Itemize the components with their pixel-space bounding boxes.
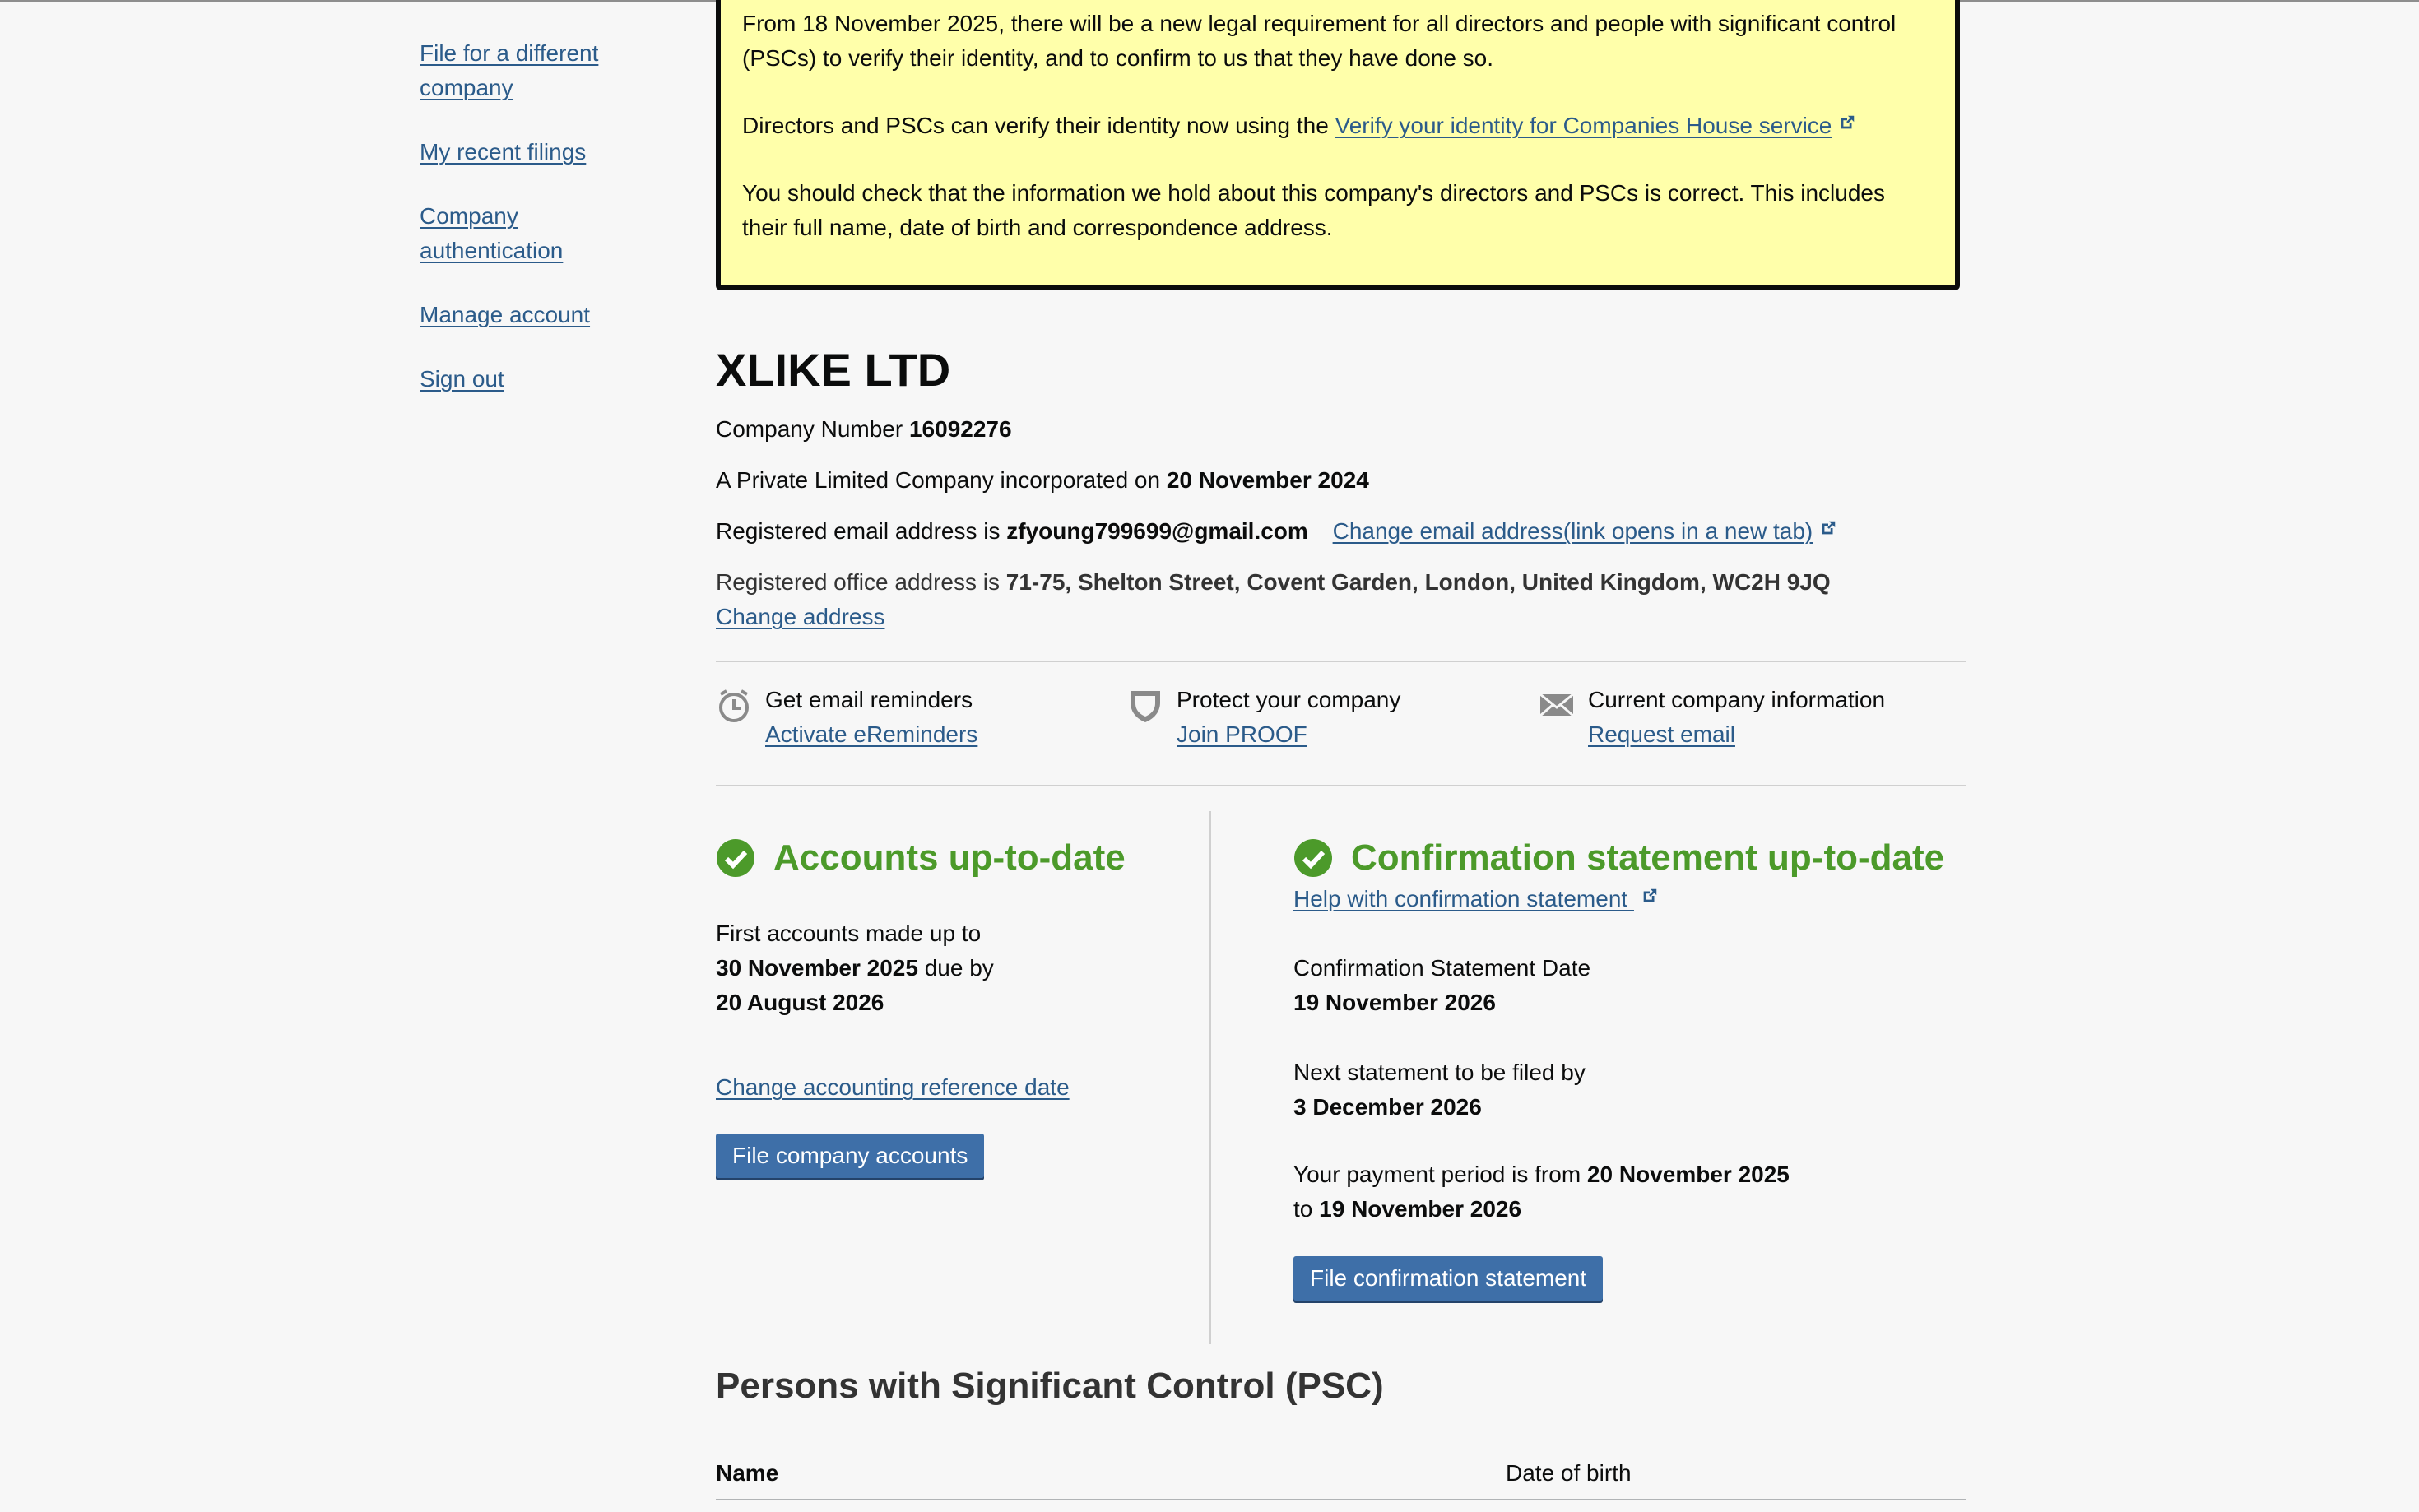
confirmation-status-text: Confirmation statement up-to-date <box>1351 837 1945 878</box>
next-statement-label: Next statement to be filed by <box>1293 1060 1586 1085</box>
psc-column-dob: Date of birth <box>1506 1460 1632 1486</box>
proof-title: Protect your company <box>1177 687 1401 712</box>
change-ard-row <box>716 1070 1070 1105</box>
company-info-title: Current company information <box>1588 687 1886 712</box>
sidebar-item-file-different-company[interactable]: File for a different company <box>420 40 599 100</box>
notice-p2-text: Directors and PSCs can verify their identity now using the <box>742 113 1335 138</box>
accounts-due-date: 20 August 2026 <box>716 990 884 1015</box>
sidebar-item-manage-account[interactable]: Manage account <box>420 302 591 327</box>
confirmation-date: 19 November 2026 <box>1293 990 1496 1015</box>
accounts-status-text: Accounts up-to-date <box>773 837 1126 878</box>
notice-paragraph-2 <box>742 109 1934 143</box>
sidebar-nav <box>420 36 634 426</box>
change-address-link[interactable]: Change address <box>716 604 885 629</box>
payment-to-prefix: to <box>1293 1196 1320 1222</box>
notice-paragraph-3: You should check that the information we hold about this company's directors and PSCs is correct. This includes their full name, date of birth and correspondence address. <box>742 180 1885 240</box>
confirmation-help-row <box>1293 882 1659 916</box>
registered-address: 71-75, Shelton Street, Covent Garden, London, United Kingdom, WC2H 9JQ <box>1005 569 1831 595</box>
change-address-row <box>716 600 884 634</box>
accounts-line-3 <box>716 986 994 1020</box>
notice-paragraph-1: From 18 November 2025, there will be a new legal requirement for all directors and people with significant control (PSCs) to verify their identity, and to confirm to us that they have done so. <box>742 11 1897 71</box>
join-proof-link[interactable]: Join PROOF <box>1177 721 1307 747</box>
registered-address-row <box>716 565 1831 600</box>
payment-period-line-2 <box>1293 1192 1790 1227</box>
verify-identity-link[interactable]: Verify your identity for Companies House service <box>1335 113 1832 138</box>
company-number: 16092276 <box>908 416 1012 442</box>
registered-email: zfyoung799699@gmail.com <box>1006 518 1308 544</box>
company-number-label: Company Number <box>716 416 909 442</box>
payment-from-date: 20 November 2025 <box>1586 1162 1790 1187</box>
incorporation-date: 20 November 2024 <box>1166 467 1369 493</box>
envelope-icon <box>1539 688 1575 724</box>
email-label: Registered email address is <box>716 518 1007 544</box>
psc-heading: Persons with Significant Control (PSC) <box>716 1366 1384 1406</box>
accounts-line-2 <box>716 951 994 986</box>
shield-icon <box>1127 688 1163 724</box>
psc-table-header-line <box>716 1499 1966 1500</box>
accounts-details <box>716 916 994 1020</box>
confirmation-date-block <box>1293 951 1590 1020</box>
external-link-icon <box>1819 519 1837 537</box>
address-label: Registered office address is <box>716 569 1006 595</box>
request-email-link[interactable]: Request email <box>1588 721 1735 747</box>
company-type-row <box>716 463 1369 498</box>
confirmation-date-label: Confirmation Statement Date <box>1293 955 1591 981</box>
accounts-made-up-to: 30 November 2025 <box>716 955 918 981</box>
external-link-icon <box>1641 887 1659 905</box>
change-accounting-reference-date-link[interactable]: Change accounting reference date <box>716 1074 1070 1100</box>
check-circle-icon <box>1293 838 1333 878</box>
proof-tool <box>1127 683 1400 752</box>
ereminders-tool <box>716 683 977 752</box>
confirmation-status-heading <box>1293 837 1944 879</box>
company-name: XLIKE LTD <box>716 344 951 396</box>
divider <box>716 661 1966 662</box>
next-statement-block <box>1293 1055 1586 1125</box>
column-divider <box>1210 811 1211 1344</box>
payment-to-date: 19 November 2026 <box>1319 1196 1522 1222</box>
external-link-icon <box>1838 114 1856 132</box>
next-statement-date: 3 December 2026 <box>1293 1094 1482 1120</box>
company-info-tool <box>1539 683 1885 752</box>
psc-column-name: Name <box>716 1460 779 1486</box>
help-confirmation-statement-link[interactable]: Help with confirmation statement <box>1293 886 1634 911</box>
ereminders-title: Get email reminders <box>765 687 973 712</box>
file-company-accounts-button[interactable]: File company accounts <box>716 1134 984 1178</box>
activate-ereminders-link[interactable]: Activate eReminders <box>765 721 978 747</box>
identity-verification-notice <box>716 0 1960 290</box>
payment-period-line-1 <box>1293 1157 1790 1192</box>
sidebar-item-recent-filings[interactable]: My recent filings <box>420 139 587 165</box>
registered-email-row <box>716 514 1837 549</box>
payment-prefix: Your payment period is from <box>1293 1162 1587 1187</box>
company-number-row <box>716 412 1012 447</box>
sidebar-item-company-authentication[interactable]: Company authentication <box>420 203 564 263</box>
company-type-text: A Private Limited Company incorporated on <box>716 467 1167 493</box>
sidebar-item-sign-out[interactable]: Sign out <box>420 366 504 392</box>
accounts-line-1: First accounts made up to <box>716 921 982 946</box>
accounts-status-heading <box>716 837 1126 879</box>
payment-period-block <box>1293 1157 1790 1227</box>
due-by-text: due by <box>917 955 994 981</box>
check-circle-icon <box>716 838 755 878</box>
divider <box>716 785 1966 786</box>
clock-icon <box>716 688 752 724</box>
change-email-link[interactable]: Change email address(link opens in a new tab) <box>1332 518 1813 544</box>
file-confirmation-statement-button[interactable]: File confirmation statement <box>1293 1256 1603 1301</box>
